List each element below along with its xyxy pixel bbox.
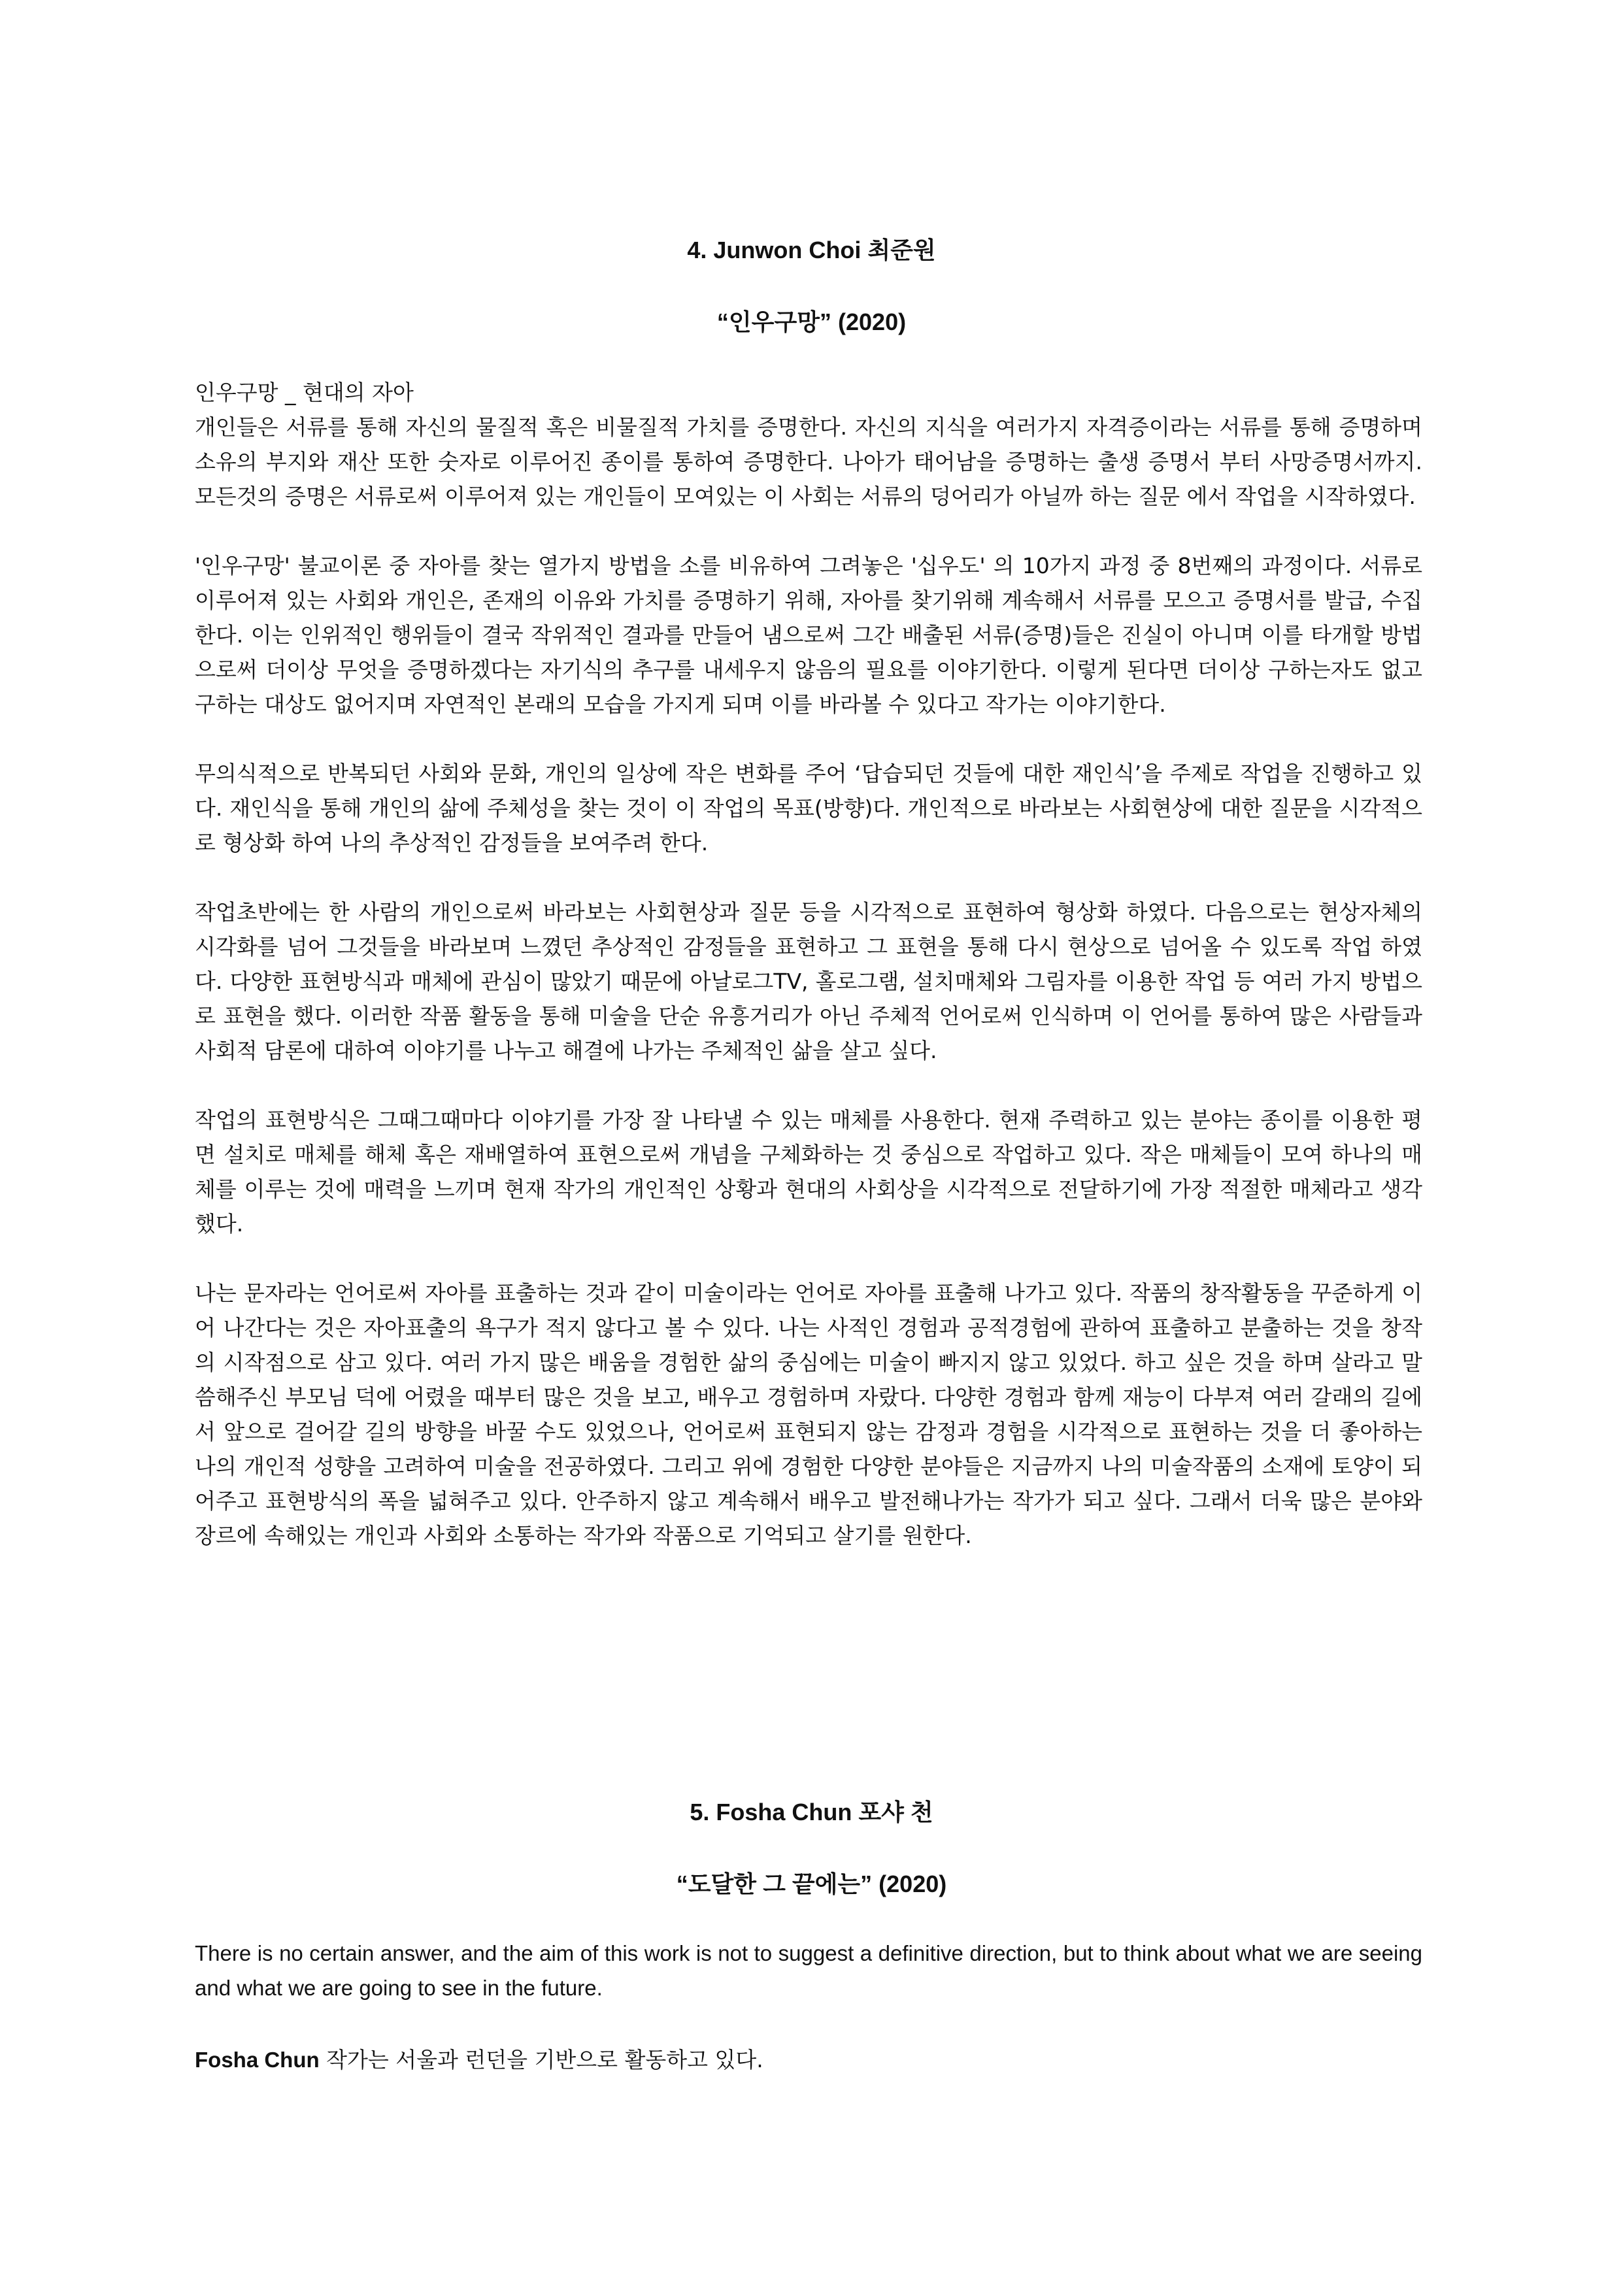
- paragraph: 나는 문자라는 언어로써 자아를 표출하는 것과 같이 미술이라는 언어로 자아를 표출해 나가고 있다. 작품의 창작활동을 꾸준하게 이어 나간다는 것은 자아표출의 욕구가 적지 않다고 볼 수 있다. 나는 사적인 경험과 공적경험에 관하여 표출하고 분출하는 것을 창작의 시작점으로 삼고 있다. 여러 가지 많은 배움을 경험한 삶의 중심에는 미술이 빠지지 않고 있었다. 하고 싶은 것을 하며 살라고 말씀해주신 부모님 덕에 어렸을 때부터 많은 것을 보고, 배우고 경험하며 자랐다. 다양한 경험과 함께 재능이 다부져 여러 갈래의 길에서 앞으로 걸어갈 길의 방향을 바꿀 수도 있었으나, 언어로써 표현되지 않는 감정과 경험을 시각적으로 표현하는 것을 더 좋아하는 나의 개인적 성향을 고려하여 미술을 전공하였다. 그리고 위에 경험한 다양한 분야들은 지금까지 나의 미술작품의 소재에 토양이 되어주고 표현방식의 폭을 넓혀주고 있다. 안주하지 않고 계속해서 배우고 발전해나가는 작가가 되고 싶다. 그래서 더욱 많은 분야와 장르에 속해있는 개인과 사회와 소통하는 작가와 작품으로 기억되고 살기를 원한다.: [195, 1280, 1422, 1548]
- section-4-heading: 4. Junwon Choi 최준원: [687, 237, 936, 263]
- section-4-body: [195, 375, 1422, 1553]
- paragraph-spacer: [195, 860, 1422, 895]
- paragraph: 개인들은 서류를 통해 자신의 물질적 혹은 비물질적 가치를 증명한다. 자신의 지식을 여러가지 자격증이라는 서류를 통해 증명하며 소유의 부지와 재산 또한 숫자로 이루어진 종이를 통하여 증명한다. 나아가 태어남을 증명하는 출생 증명서 부터 사망증명서까지. 모든것의 증명은 서류로써 이루어져 있는 개인들이 모여있는 이 사회는 서류의 덩어리가 아닐까 하는 질문 에서 작업을 시작하였다.: [195, 414, 1422, 509]
- section-5-artwork-title: “도달한 그 끝에는” (2020): [676, 1871, 947, 1897]
- paragraph: 작업초반에는 한 사람의 개인으로써 바라보는 사회현상과 질문 등을 시각적으로 표현하여 형상화 하였다. 다음으로는 현상자체의 시각화를 넘어 그것들을 바라보며 느꼈던 추상적인 감정들을 표현하고 그 표현을 통해 다시 현상으로 넘어올 수 있도록 작업 하였다. 다양한 표현방식과 매체에 관심이 많았기 때문에 아날로그TV, 홀로그램, 설치매체와 그림자를 이용한 작업 등 여러 가지 방법으로 표현을 했다. 이러한 작품 활동을 통해 미술을 단순 유흥거리가 아닌 주체적 언어로써 인식하며 이 언어를 통하여 많은 사람들과 사회적 담론에 대하여 이야기를 나누고 해결에 나가는 주체적인 삶을 살고 싶다.: [195, 899, 1422, 1063]
- section-5-english-paragraph: There is no certain answer, and the aim of this work is not to suggest a definitive direction, but to think about what we are seeing and what we are going to see in the future.: [195, 1941, 1422, 2000]
- section-5-heading: 5. Fosha Chun 포샤 천: [690, 1799, 933, 1825]
- paragraph: 무의식적으로 반복되던 사회와 문화, 개인의 일상에 작은 변화를 주어 ‘답습되던 것들에 대한 재인식’을 주제로 작업을 진행하고 있다. 재인식을 통해 개인의 삶에 주체성을 찾는 것이 이 작업의 목표(방향)다. 개인적으로 바라보는 사회현상에 대한 질문을 시각적으로 형상화 하여 나의 추상적인 감정들을 보여주려 한다.: [195, 761, 1422, 856]
- paragraph-spacer: [195, 1241, 1422, 1276]
- paragraph-spacer: [195, 722, 1422, 756]
- section-4-subtitle: 인우구망 _ 현대의 자아: [195, 380, 414, 405]
- paragraph: 작업의 표현방식은 그때그때마다 이야기를 가장 잘 나타낼 수 있는 매체를 사용한다. 현재 주력하고 있는 분야는 종이를 이용한 평면 설치로 매체를 해체 혹은 재배열하여 표현으로써 개념을 구체화하는 것 중심으로 작업하고 있다. 작은 매체들이 모여 하나의 매체를 이루는 것에 매력을 느끼며 현재 작가의 개인적인 상황과 현대의 사회상을 시각적으로 전달하기에 가장 적절한 매체라고 생각했다.: [195, 1107, 1422, 1237]
- section-4-artwork-title: “인우구망” (2020): [716, 308, 907, 335]
- bio-text: 작가는 서울과 런던을 기반으로 활동하고 있다.: [319, 2047, 763, 2072]
- paragraph: '인우구망' 불교이론 중 자아를 찾는 열가지 방법을 소를 비유하여 그려놓은 '십우도' 의 10가지 과정 중 8번째의 과정이다. 서류로 이루어져 있는 사회와 개인은, 존재의 이유와 가치를 증명하기 위해, 자아를 찾기위해 계속해서 서류를 모으고 증명서를 발급, 수집한다. 이는 인위적인 행위들이 결국 작위적인 결과를 만들어 냄으로써 그간 배출된 서류(증명)들은 진실이 아니며 이를 타개할 방법으로써 더이상 무엇을 증명하겠다는 자기식의 추구를 내세우지 않음의 필요를 이야기한다. 이렇게 된다면 더이상 구하는자도 없고 구하는 대상도 없어지며 자연적인 본래의 모습을 가지게 되며 이를 바라볼 수 있다고 작가는 이야기한다.: [195, 553, 1422, 717]
- section-5-bio: [195, 2042, 1422, 2077]
- paragraph-spacer: [195, 514, 1422, 548]
- paragraph-spacer: [195, 1068, 1422, 1103]
- artist-name: Fosha Chun: [195, 2048, 320, 2072]
